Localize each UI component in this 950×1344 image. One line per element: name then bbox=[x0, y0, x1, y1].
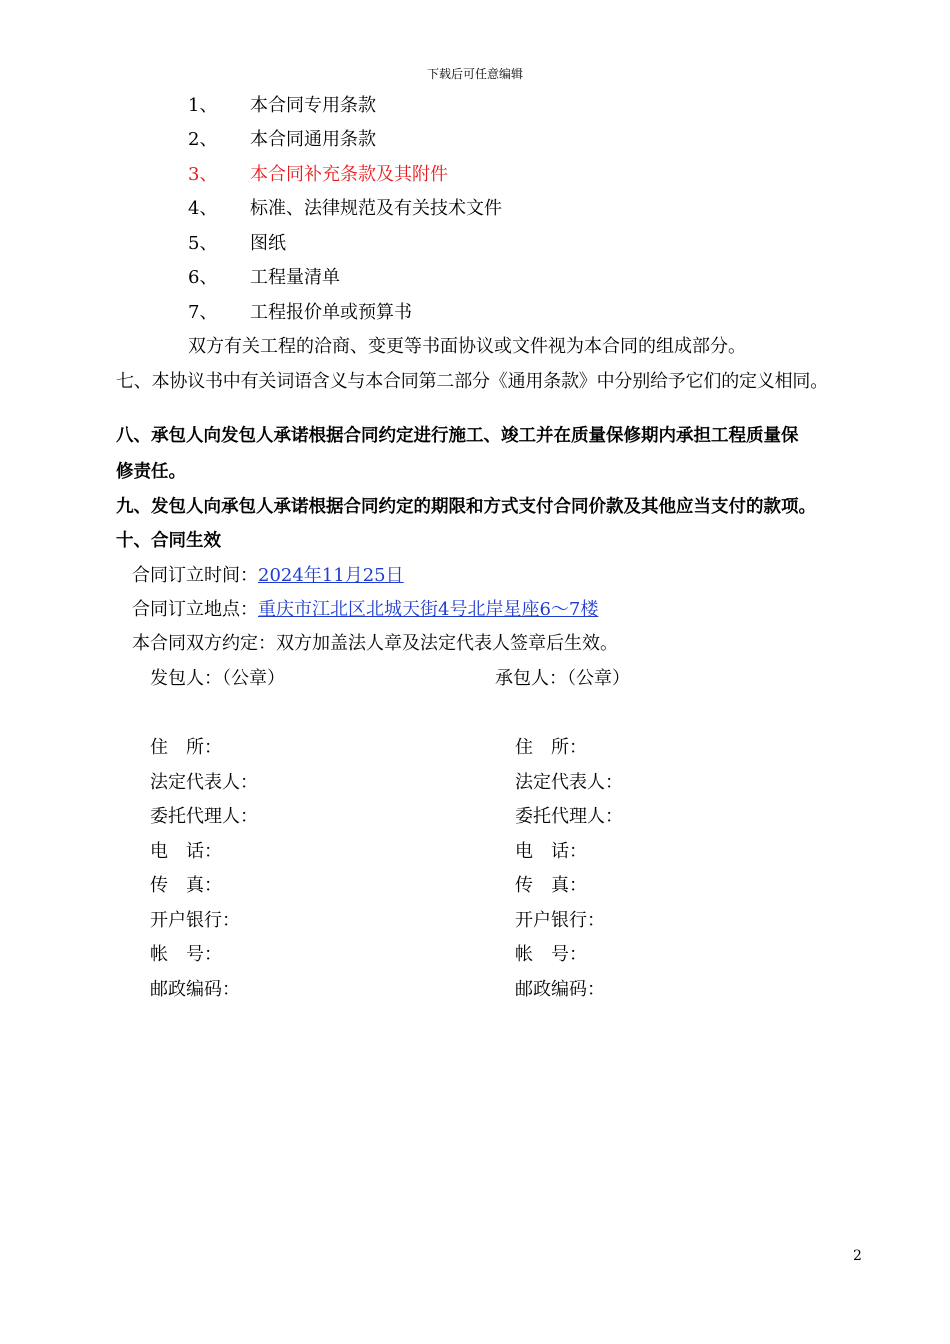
contract-place-row bbox=[132, 598, 598, 622]
contractor-address-label: 住 所： bbox=[515, 737, 587, 758]
employer-phone-label: 电 话： bbox=[150, 841, 222, 862]
contract-date-label: 合同订立时间： bbox=[132, 565, 258, 586]
employer-address-label: 住 所： bbox=[150, 737, 222, 758]
contractor-bank-label: 开户银行： bbox=[515, 910, 605, 931]
employer-seal-label: 发包人：（公章） bbox=[150, 668, 285, 689]
contractor-account-label: 帐 号： bbox=[515, 944, 587, 965]
contractor-seal-label: 承包人：（公章） bbox=[495, 668, 630, 689]
employer-agent-label: 委托代理人： bbox=[150, 806, 258, 827]
list-item-text: 图纸 bbox=[250, 233, 286, 254]
list-item-number: 2、 bbox=[188, 129, 218, 150]
list-item-text-highlighted: 本合同补充条款及其附件 bbox=[250, 164, 448, 185]
list-item-text: 工程量清单 bbox=[250, 267, 340, 288]
list-item-number: 1、 bbox=[188, 95, 218, 116]
contract-date-link[interactable]: 2024年11月25日 bbox=[258, 565, 404, 586]
composition-paragraph: 双方有关工程的洽商、变更等书面协议或文件视为本合同的组成部分。 bbox=[188, 336, 746, 357]
employer-postcode-label: 邮政编码： bbox=[150, 979, 240, 1000]
contractor-postcode-label: 邮政编码： bbox=[515, 979, 605, 1000]
list-item-text: 工程报价单或预算书 bbox=[250, 302, 412, 323]
employer-bank-label: 开户银行： bbox=[150, 910, 240, 931]
list-item-text: 标准、法律规范及有关技术文件 bbox=[250, 198, 502, 219]
clause-8-line2: 修责任。 bbox=[116, 462, 186, 482]
contract-place-label: 合同订立地点： bbox=[132, 599, 258, 620]
list-item-number: 6、 bbox=[188, 267, 218, 288]
contract-place-link[interactable]: 重庆市江北区北城天街4号北岸星座6～7楼 bbox=[258, 599, 599, 620]
clause-9: 九、发包人向承包人承诺根据合同约定的期限和方式支付合同价款及其他应当支付的款项。 bbox=[116, 497, 816, 517]
contract-date-row bbox=[132, 564, 404, 588]
page-number: 2 bbox=[853, 1248, 862, 1264]
list-item-number: 3、 bbox=[188, 164, 218, 185]
contractor-legal-rep-label: 法定代表人： bbox=[515, 772, 623, 793]
clause-8-line1: 八、承包人向发包人承诺根据合同约定进行施工、竣工并在质量保修期内承担工程质量保 bbox=[116, 426, 799, 446]
employer-fax-label: 传 真： bbox=[150, 875, 222, 896]
list-item-number: 7、 bbox=[188, 302, 218, 323]
employer-account-label: 帐 号： bbox=[150, 944, 222, 965]
list-item-text: 本合同专用条款 bbox=[250, 95, 376, 116]
list-item-number: 5、 bbox=[188, 233, 218, 254]
contractor-phone-label: 电 话： bbox=[515, 841, 587, 862]
clause-10-title: 十、合同生效 bbox=[116, 531, 221, 551]
employer-legal-rep-label: 法定代表人： bbox=[150, 772, 258, 793]
page-header: 下载后可任意编辑 bbox=[426, 67, 523, 81]
list-item-text: 本合同通用条款 bbox=[250, 129, 376, 150]
contractor-fax-label: 传 真： bbox=[515, 875, 587, 896]
clause-7: 七、本协议书中有关词语含义与本合同第二部分《通用条款》中分别给予它们的定义相同。 bbox=[116, 371, 828, 392]
effective-agreement: 本合同双方约定：双方加盖法人章及法定代表人签章后生效。 bbox=[132, 633, 618, 654]
list-item-number: 4、 bbox=[188, 198, 218, 219]
contractor-agent-label: 委托代理人： bbox=[515, 806, 623, 827]
